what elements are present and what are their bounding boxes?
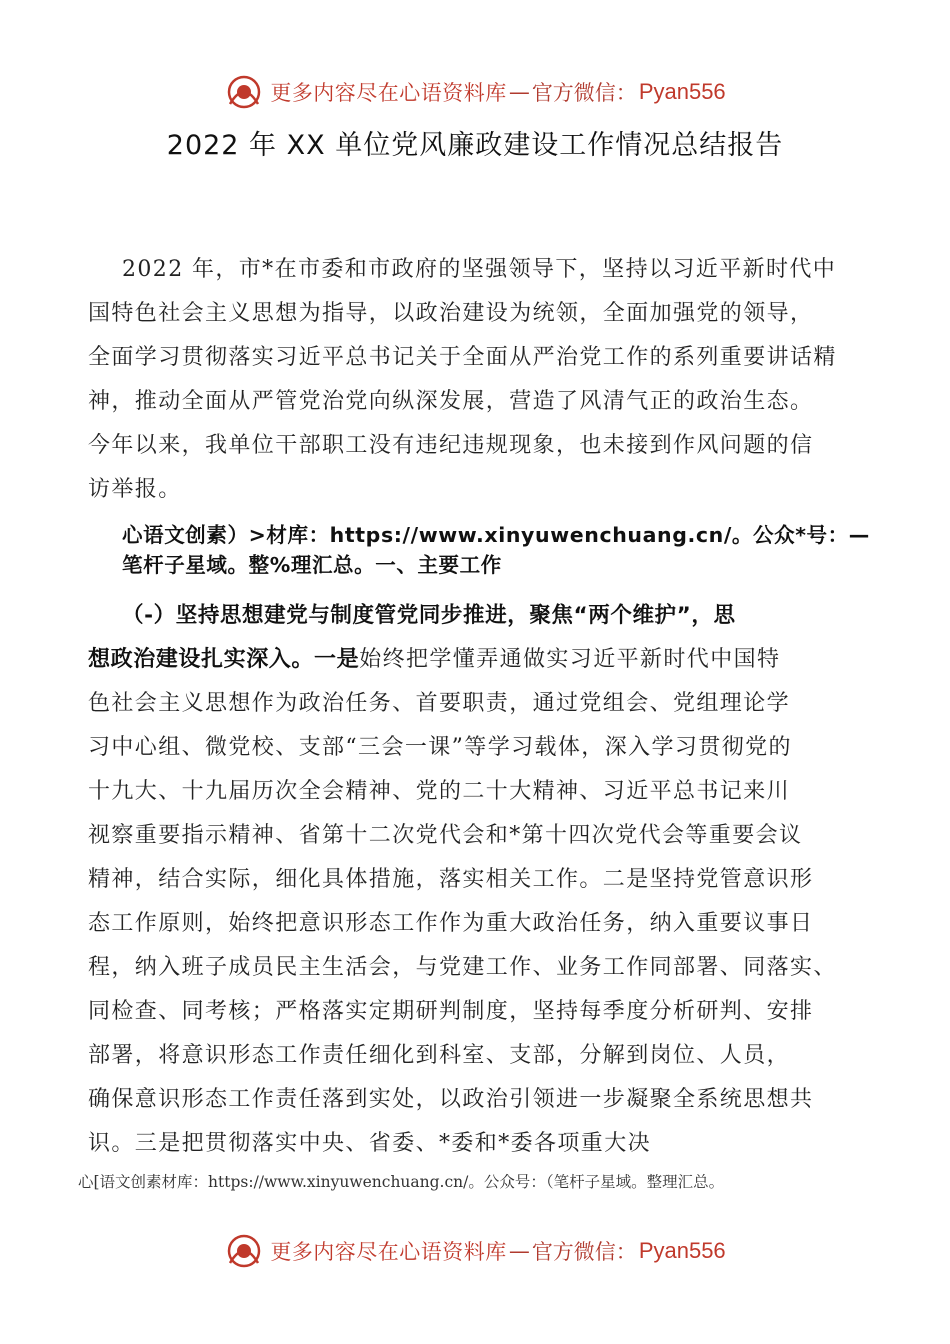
section-line: 部署，将意识形态工作责任细化到科室、支部，分解到岗位、人员，	[88, 1043, 791, 1068]
document-title: 2022 年 XX 单位党风廉政建设工作情况总结报告	[166, 130, 784, 161]
logo-icon	[224, 1231, 264, 1271]
banner-wechat-id: Pyan556	[638, 79, 726, 104]
paragraph-line: 全面学习贯彻落实习近平总书记关于全面从严治党工作的系列重要讲话精	[88, 345, 837, 370]
banner-wechat-label: 官方微信：	[531, 1240, 637, 1264]
paragraph-line: 国特色社会主义思想为指导，以政治建设为统领，全面加强党的领导，	[88, 301, 814, 326]
section-heading: （-）坚持思想建党与制度管党同步推进，聚焦“两个维护”，思	[122, 603, 736, 628]
section-line	[88, 642, 780, 673]
section-line: 确保意识形态工作责任落到实处，以政治引领进一步凝聚全系统思想共	[88, 1087, 814, 1112]
banner-dash: —	[508, 80, 530, 104]
logo-icon	[224, 72, 264, 112]
paragraph-line: 今年以来，我单位干部职工没有违纪违规现象，也未接到作风问题的信	[88, 433, 814, 458]
promo-line: 笔杆子星域。整%理汇总。一、主要工作	[122, 553, 502, 577]
section-line: 十九大、十九届历次全会精神、党的二十大精神、习近平总书记来川	[88, 779, 791, 804]
section-line: 精神，结合实际，细化具体措施，落实相关工作。二是坚持党管意识形	[88, 867, 814, 892]
promo-line: 心语文创素）>材库：https://www.xinyuwenchuang.cn/。公众*号：—	[122, 523, 870, 547]
paragraph-line: 2022 年，市*在市委和市政府的坚强领导下，坚持以习近平新时代中	[122, 257, 837, 282]
section-line: 同检查、同考核；严格落实定期研判制度，坚持每季度分析研判、安排	[88, 999, 814, 1024]
header-banner	[0, 72, 950, 112]
paragraph-line: 访举报。	[88, 477, 182, 502]
section-line: 程，纳入班子成员民主生活会，与党建工作、业务工作同部署、同落实、	[88, 955, 837, 980]
section-line: 色社会主义思想作为政治任务、首要职责，通过党组会、党组理论学	[88, 691, 791, 716]
section-line: 识。三是把贯彻落实中央、省委、*委和*委各项重大决	[88, 1131, 652, 1156]
footer-note: 心[语文创素材库：https://www.xinyuwenchuang.cn/。公众号：（笔杆子星域。整理汇总。	[78, 1173, 725, 1191]
banner-wechat-id: Pyan556	[638, 1238, 726, 1263]
banner-text: 更多内容尽在心语资料库	[270, 81, 507, 105]
banner-text: 更多内容尽在心语资料库	[270, 1240, 507, 1264]
section-text-start: 始终把学懂弄通做实习近平新时代中国特	[359, 647, 781, 672]
footer-banner	[0, 1231, 950, 1271]
section-heading-end: 想政治建设扎实深入。一是	[88, 647, 360, 672]
section-line: 态工作原则，始终把意识形态工作作为重大政治任务，纳入重要议事日	[88, 911, 814, 936]
banner-wechat-label: 官方微信：	[531, 81, 637, 105]
banner-dash: —	[508, 1239, 530, 1263]
section-line: 习中心组、微党校、支部“三会一课”等学习载体，深入学习贯彻党的	[88, 735, 792, 760]
section-line: 视察重要指示精神、省第十二次党代会和*第十四次党代会等重要会议	[88, 823, 803, 848]
paragraph-line: 神，推动全面从严管党治党向纵深发展，营造了风清气正的政治生态。	[88, 389, 814, 414]
